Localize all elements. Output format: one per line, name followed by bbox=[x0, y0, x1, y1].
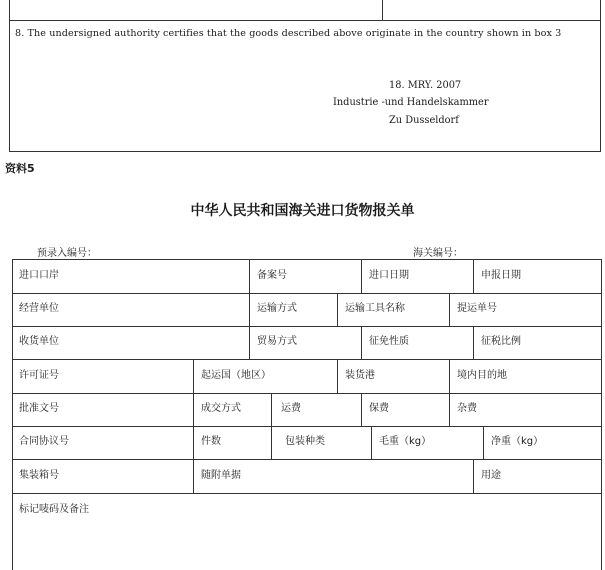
field-vehicle-name: 运输工具名称 bbox=[345, 303, 405, 314]
field-usage: 用途 bbox=[481, 470, 501, 481]
field-license-number: 许可证号 bbox=[19, 370, 59, 381]
pre-entry-number-label: 预录入编号： bbox=[37, 248, 97, 259]
certificate-city: Zu Dusseldorf bbox=[389, 115, 459, 126]
field-consignee-unit: 收货单位 bbox=[19, 336, 59, 347]
certificate-statement: 8. The undersigned authority certifies that the goods described above originate in the country shown in box 3 bbox=[15, 28, 562, 39]
field-domestic-destination: 境内目的地 bbox=[457, 370, 507, 381]
form-title: 中华人民共和国海关进口货物报关单 bbox=[190, 203, 415, 219]
certificate-divider bbox=[9, 20, 601, 21]
field-loading-port: 装货港 bbox=[345, 370, 375, 381]
field-transaction-mode: 成交方式 bbox=[201, 403, 241, 414]
field-import-date: 进口日期 bbox=[369, 270, 409, 281]
field-bill-of-lading: 提运单号 bbox=[457, 303, 497, 314]
field-origin-country: 起运国（地区） bbox=[201, 370, 271, 381]
field-marks-remarks: 标记唛码及备注 bbox=[19, 504, 89, 515]
certificate-issuer: Industrie -und Handelskammer bbox=[333, 97, 489, 108]
field-levy-ratio: 征税比例 bbox=[481, 336, 521, 347]
field-approval-number: 批准文号 bbox=[19, 403, 59, 414]
field-net-weight: 净重（kg） bbox=[491, 436, 544, 447]
field-insurance: 保费 bbox=[369, 403, 389, 414]
field-gross-weight: 毛重（kg） bbox=[379, 436, 432, 447]
certificate-box-8 bbox=[9, 0, 601, 152]
field-trade-mode: 贸易方式 bbox=[257, 336, 297, 347]
certificate-date: 18. MRY. 2007 bbox=[389, 80, 462, 91]
declaration-form-grid bbox=[12, 259, 602, 570]
field-documents: 随附单据 bbox=[201, 470, 241, 481]
field-freight: 运费 bbox=[281, 403, 301, 414]
field-levy-nature: 征免性质 bbox=[369, 336, 409, 347]
customs-number-label: 海关编号： bbox=[413, 248, 463, 259]
field-container-number: 集装箱号 bbox=[19, 470, 59, 481]
field-import-port: 进口口岸 bbox=[19, 270, 59, 281]
field-transport-mode: 运输方式 bbox=[257, 303, 297, 314]
field-record-number: 备案号 bbox=[257, 270, 287, 281]
certificate-column-divider bbox=[382, 0, 383, 21]
field-misc-fees: 杂费 bbox=[457, 403, 477, 414]
field-packages: 件数 bbox=[201, 436, 221, 447]
field-operating-unit: 经营单位 bbox=[19, 303, 59, 314]
field-contract-number: 合同协议号 bbox=[19, 436, 69, 447]
field-declaration-date: 申报日期 bbox=[481, 270, 521, 281]
field-package-type: 包装种类 bbox=[285, 436, 325, 447]
section-label: 资料5 bbox=[5, 162, 35, 175]
